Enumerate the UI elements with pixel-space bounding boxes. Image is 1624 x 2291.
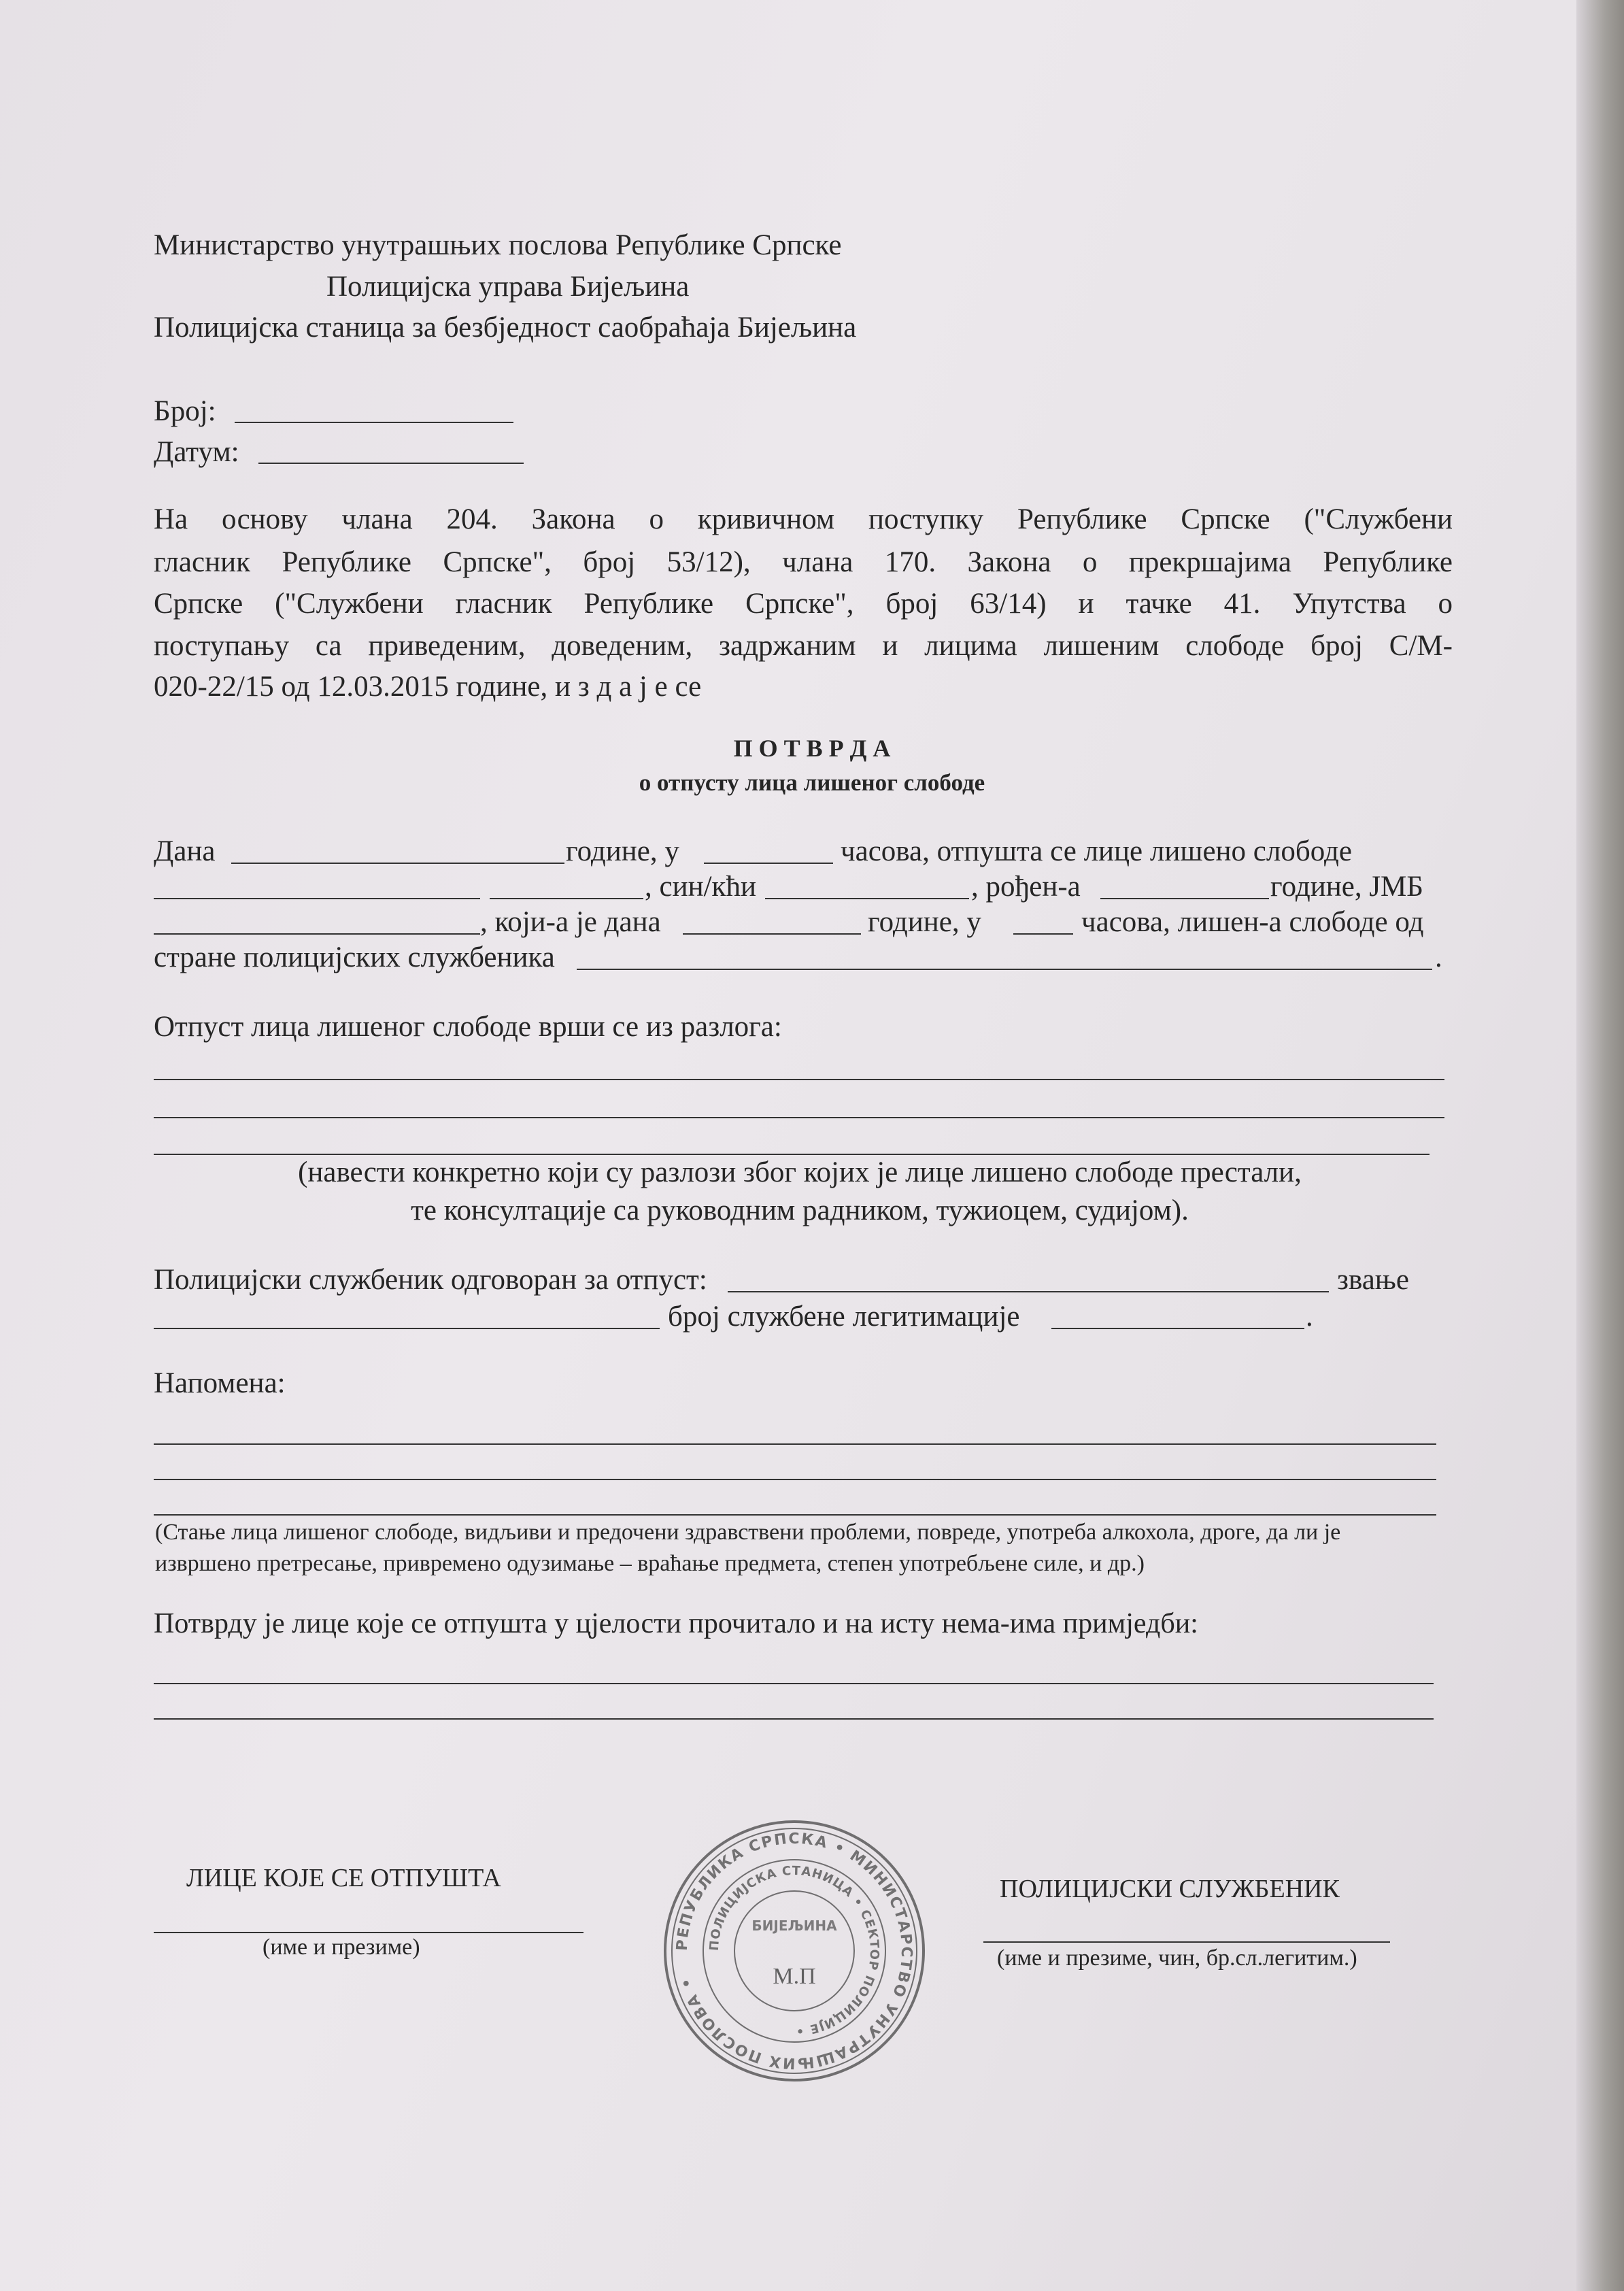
release-deprived-hour-label: часова, лишен-а слободе од — [1081, 906, 1424, 938]
confirm-label: Потврду је лице које се отпушта у цјелости прочитало и на исту нема-има примједби: — [154, 1608, 1198, 1639]
remark-note-2: извршено претресање, привремено одузимање – враћање предмета, степен употребљене силе, и др.) — [155, 1551, 1145, 1576]
release-surname-field[interactable] — [154, 898, 480, 899]
release-jmb-label: године, ЈМБ — [1270, 871, 1423, 903]
intro-line-1: На основу члана 204. Закона о кривичном поступку Републике Српске ("Службени — [154, 503, 1453, 535]
remark-line-1[interactable] — [154, 1443, 1436, 1445]
reason-line-2[interactable] — [154, 1117, 1444, 1118]
signature-right-line[interactable] — [983, 1941, 1390, 1943]
reason-note-1: (навести конкретно који су разлози због којих је лице лишено слободе престали, — [298, 1156, 1302, 1188]
stamp-mp-label: М.П — [773, 1964, 816, 1989]
release-period: . — [1435, 941, 1442, 973]
header-police-station: Полицијска станица за безбједност саобраћаја Бијељина — [154, 312, 857, 344]
officer-name-field[interactable] — [728, 1291, 1329, 1292]
document-title: П О Т В Р Д А — [733, 735, 891, 762]
date-field[interactable] — [258, 463, 524, 464]
signature-right-caption: (име и презиме, чин, бр.сл.легитим.) — [997, 1945, 1357, 1971]
officer-id-field[interactable] — [1051, 1328, 1304, 1329]
remark-line-2[interactable] — [154, 1479, 1436, 1480]
official-stamp — [658, 1815, 930, 2087]
background-edge — [1576, 0, 1624, 2291]
reason-line-3[interactable] — [154, 1154, 1430, 1155]
release-deprived-hour-field[interactable] — [1013, 933, 1073, 935]
date-label: Датум: — [154, 436, 239, 468]
release-birth-field[interactable] — [1100, 898, 1269, 899]
release-parent-field[interactable] — [765, 898, 969, 899]
release-deprived-label: , који-а је дана — [480, 906, 661, 938]
release-born-label: , рођен-а — [971, 871, 1081, 903]
release-parent-label: , син/кћи — [645, 871, 756, 903]
release-officers-field[interactable] — [577, 969, 1432, 970]
reason-label: Отпуст лица лишеног слободе врши се из разлога: — [154, 1011, 782, 1043]
release-jmb-field[interactable] — [154, 933, 480, 935]
confirm-line-2[interactable] — [154, 1718, 1434, 1720]
release-day-field[interactable] — [231, 863, 564, 864]
officer-label: Полицијски службеник одговоран за отпуст: — [154, 1264, 707, 1296]
release-hour-label: часова, отпушта се лице лишено слободе — [841, 835, 1352, 867]
header-ministry: Министарство унутрашњих послова Републике Српске — [154, 229, 842, 261]
release-hour-field[interactable] — [704, 863, 833, 864]
signature-left-title: ЛИЦЕ КОЈЕ СЕ ОТПУШТА — [186, 1864, 501, 1892]
officer-period: . — [1306, 1301, 1313, 1333]
number-field[interactable] — [235, 422, 513, 423]
officer-rank-label: звање — [1337, 1264, 1409, 1296]
document-subtitle: о отпусту лица лишеног слободе — [639, 769, 985, 796]
intro-line-2: гласник Републике Српске", број 53/12), члана 170. Закона о прекршајима Републике — [154, 546, 1453, 578]
remark-note-1: (Стање лица лишеног слободе, видљиви и предочени здравствени проблеми, повреде, употреба алкохола, дроге, да ли је — [155, 1520, 1341, 1545]
intro-line-4: поступању са приведеним, доведеним, задржаним и лицима лишеним слободе број С/М- — [154, 630, 1453, 662]
number-label: Број: — [154, 395, 216, 427]
signature-left-line[interactable] — [154, 1932, 583, 1933]
intro-line-5: 020-22/15 од 12.03.2015 године, и з д а ј е се — [154, 671, 702, 703]
release-deprived-year-label: године, у — [868, 906, 981, 938]
signature-left-caption: (име и презиме) — [263, 1935, 420, 1960]
reason-line-1[interactable] — [154, 1079, 1444, 1080]
confirm-line-1[interactable] — [154, 1683, 1434, 1684]
release-year-label: године, у — [566, 835, 679, 867]
stamp-outer-text: РЕПУБЛИКА СРПСКА • МИНИСТАРСТВО УНУТРАШЊИХ ПОСЛОВА • — [673, 1830, 915, 2072]
remark-line-3[interactable] — [154, 1514, 1436, 1516]
stamp-inner-text: ПОЛИЦИЈСКА СТАНИЦА • СЕКТОР ПОЛИЦИЈЕ • — [707, 1863, 882, 2039]
release-deprived-date-field[interactable] — [683, 933, 861, 935]
release-officers-label: стране полицијских службеника — [154, 941, 555, 973]
officer-rank-field[interactable] — [154, 1328, 660, 1329]
officer-id-label: број службене легитимације — [668, 1301, 1020, 1333]
svg-text:ПОЛИЦИЈСКА СТАНИЦА • СЕКТОР ПО — [707, 1864, 881, 2038]
remark-label: Напомена: — [154, 1367, 286, 1399]
release-name-field[interactable] — [490, 898, 643, 899]
header-police-administration: Полицијска управа Бијељина — [326, 271, 690, 303]
release-day-label: Дана — [154, 835, 216, 867]
reason-note-2: те консултације са руководним радником, тужиоцем, судијом). — [411, 1194, 1189, 1226]
stamp-center-text: БИЈЕЉИНА — [751, 1918, 837, 1934]
signature-right-title: ПОЛИЦИЈСКИ СЛУЖБЕНИК — [1000, 1875, 1340, 1903]
intro-line-3: Српске ("Службени гласник Републике Српске", број 63/14) и тачке 41. Упутства о — [154, 588, 1453, 620]
